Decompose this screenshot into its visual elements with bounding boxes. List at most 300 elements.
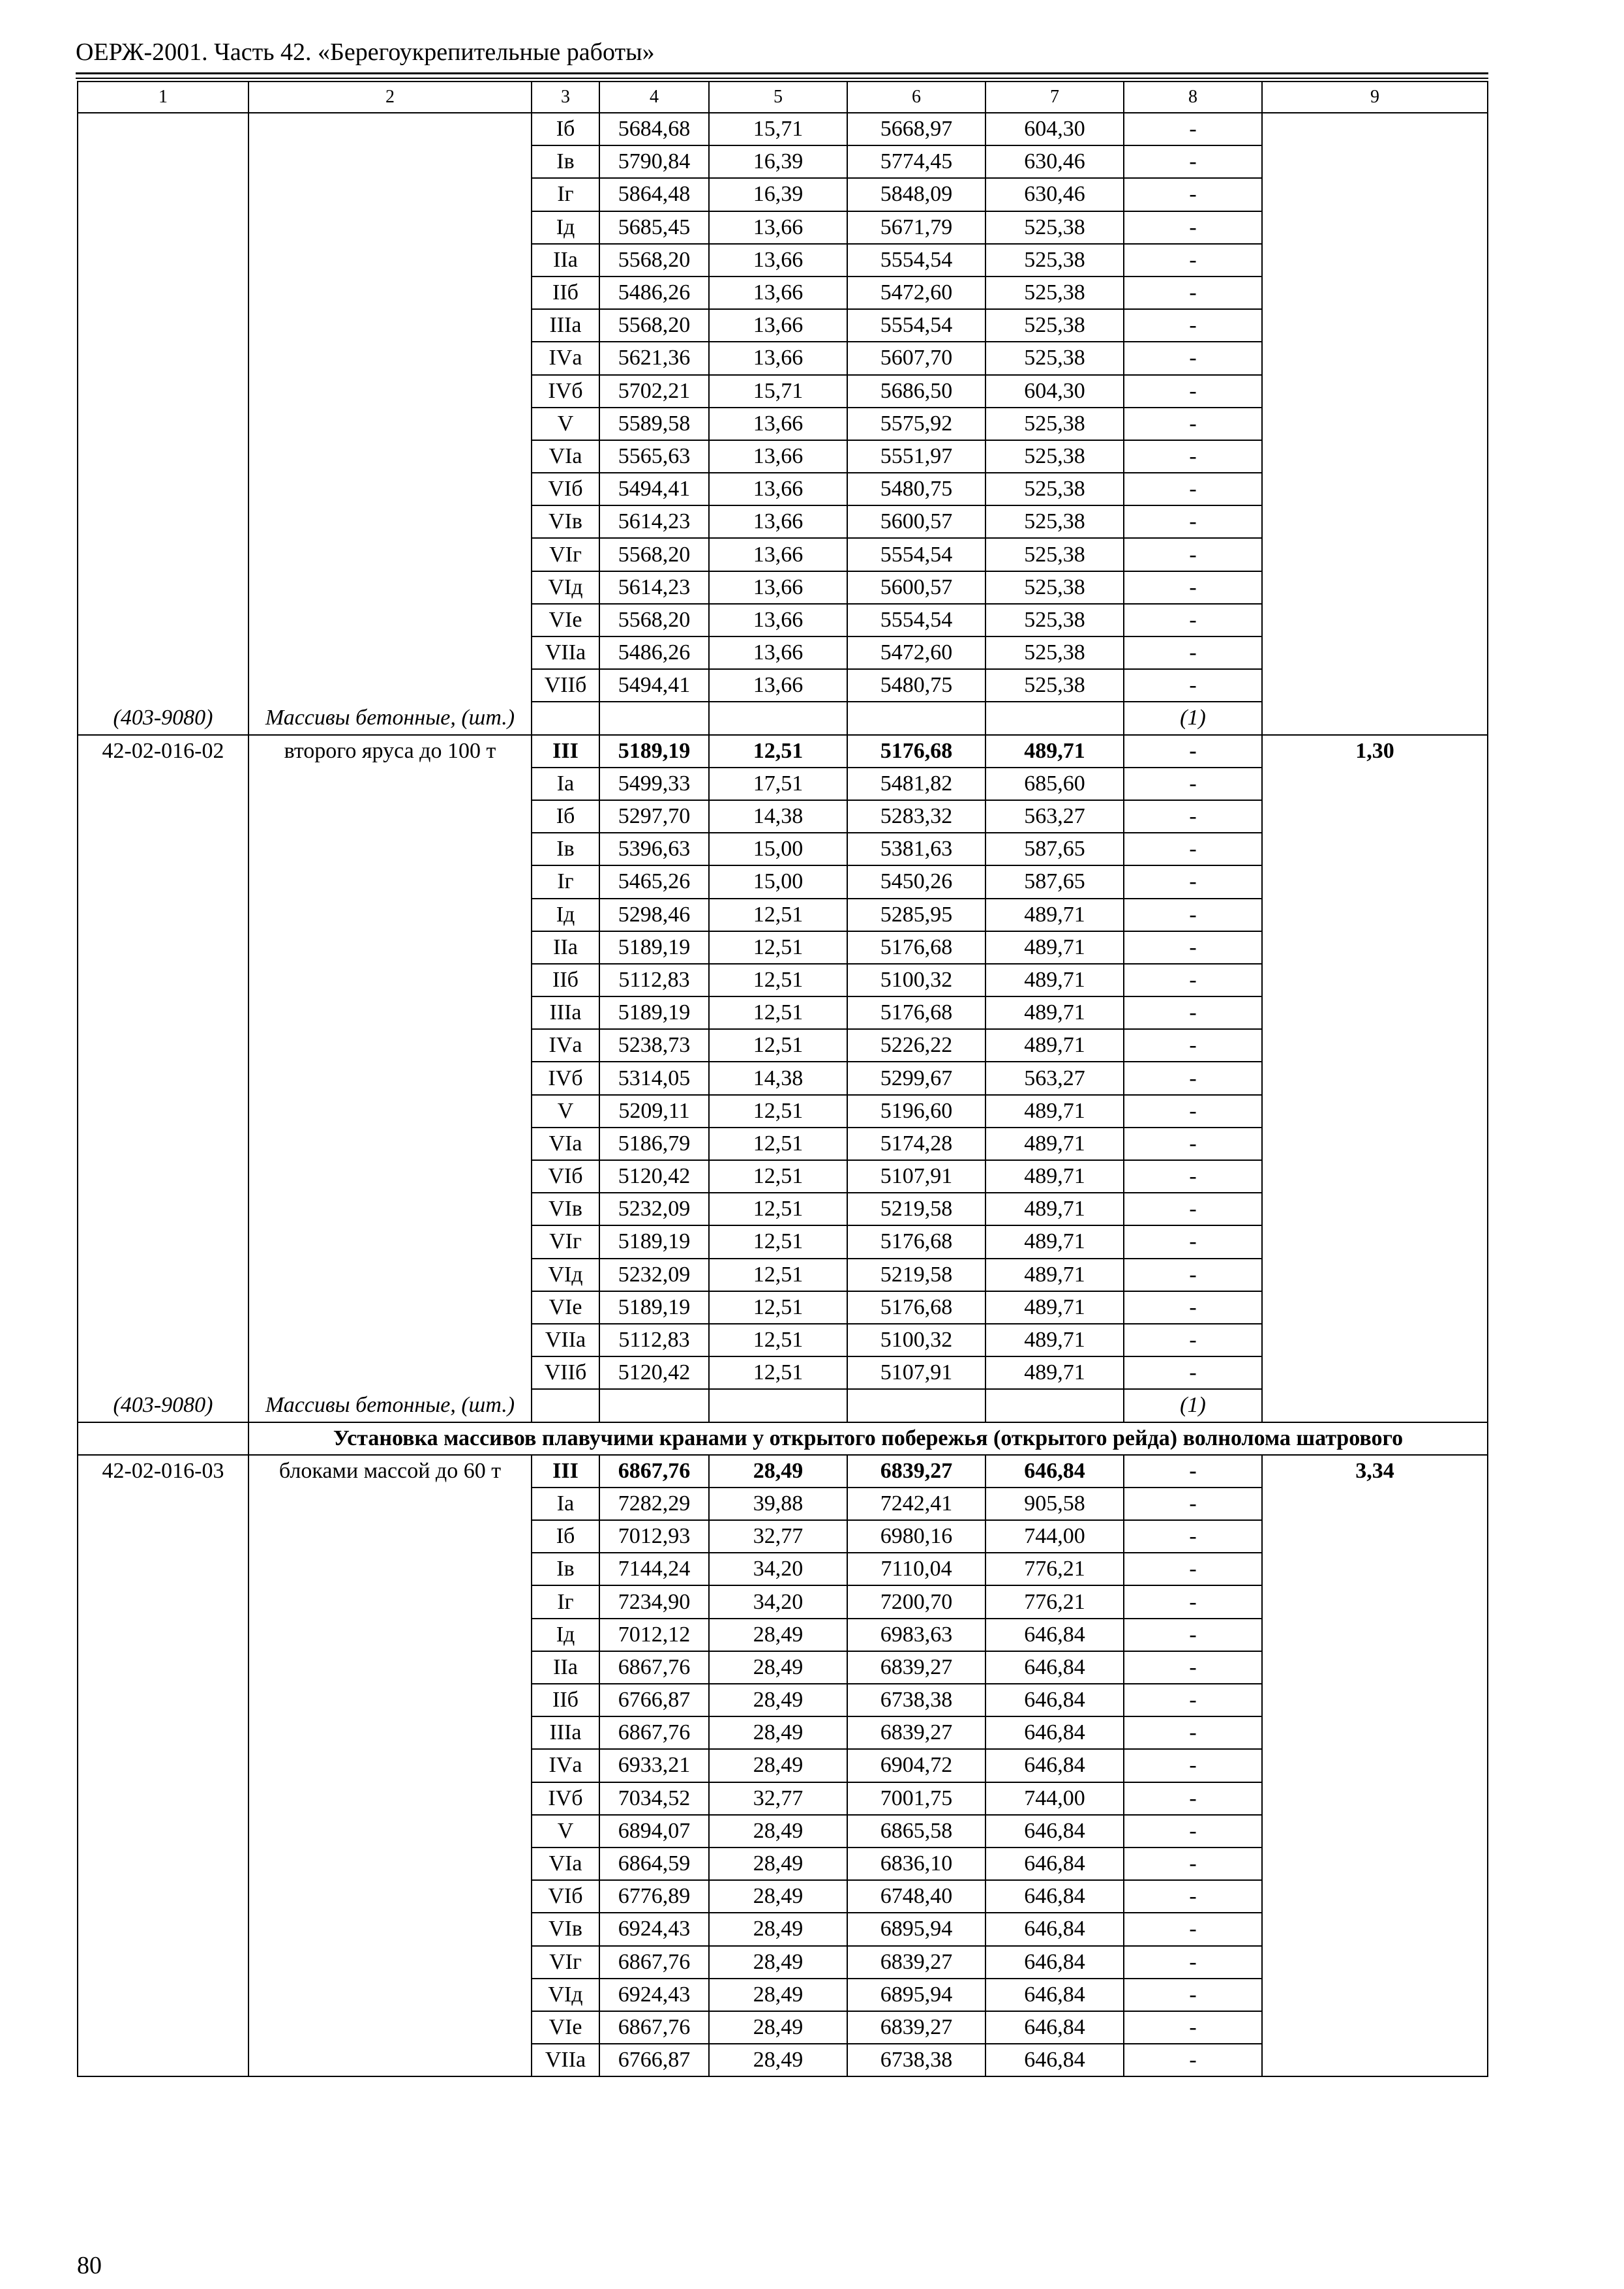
empty-cell: [847, 1389, 985, 1422]
direct-costs: 7144,24: [599, 1553, 709, 1585]
machinist-wages: -: [1124, 1160, 1262, 1193]
materials: 5774,45: [847, 145, 985, 178]
labor-wages: 646,84: [985, 1651, 1124, 1684]
machinist-wages: -: [1124, 2011, 1262, 2044]
region-zone: Iв: [532, 145, 599, 178]
direct-costs: 5120,42: [599, 1160, 709, 1193]
machinist-wages: -: [1124, 1716, 1262, 1749]
rate-name: блоками массой до 60 т: [248, 1455, 532, 1488]
machine-operation: 13,66: [709, 505, 847, 538]
resource-name: Массивы бетонные, (шт.): [248, 702, 532, 734]
empty-cell: [709, 1389, 847, 1422]
labor-wages: 646,84: [985, 1684, 1124, 1716]
empty-cell: [1262, 1324, 1488, 1356]
machine-operation: 13,66: [709, 669, 847, 702]
machine-operation: 12,51: [709, 1029, 847, 1062]
materials: 5285,95: [847, 899, 985, 931]
region-zone: VIIб: [532, 1356, 599, 1389]
direct-costs: 7234,90: [599, 1585, 709, 1618]
region-zone: VIг: [532, 1225, 599, 1258]
table-row: [78, 1815, 1488, 1848]
region-zone: Iа: [532, 1488, 599, 1520]
empty-cell: [78, 833, 248, 865]
machine-operation: 32,77: [709, 1782, 847, 1815]
labor-wages: 905,58: [985, 1488, 1124, 1520]
direct-costs: 5189,19: [599, 996, 709, 1029]
labor-wages: 646,84: [985, 1749, 1124, 1782]
machine-operation: 15,71: [709, 375, 847, 408]
header-rule: [76, 72, 1488, 74]
materials: 7242,41: [847, 1488, 985, 1520]
empty-cell: [248, 211, 532, 244]
region-zone: Iг: [532, 865, 599, 898]
machine-operation: 16,39: [709, 178, 847, 211]
machine-operation: 12,51: [709, 735, 847, 768]
machine-operation: 39,88: [709, 1488, 847, 1520]
empty-cell: [248, 113, 532, 145]
labor-wages: 646,84: [985, 1979, 1124, 2011]
machine-operation: 28,49: [709, 1946, 847, 1979]
materials: 6895,94: [847, 1979, 985, 2011]
labor-wages: 744,00: [985, 1782, 1124, 1815]
direct-costs: 5494,41: [599, 669, 709, 702]
machine-operation: 16,39: [709, 145, 847, 178]
table-row: [78, 1979, 1488, 2011]
empty-cell: [1262, 1913, 1488, 1945]
machinist-wages: -: [1124, 277, 1262, 309]
empty-cell: [1262, 375, 1488, 408]
empty-cell: [78, 244, 248, 277]
direct-costs: 5232,09: [599, 1259, 709, 1291]
machine-operation: 13,66: [709, 440, 847, 473]
machinist-wages: -: [1124, 964, 1262, 996]
table-row: [78, 408, 1488, 440]
empty-cell: [532, 1389, 599, 1422]
table-row: [78, 899, 1488, 931]
machine-operation: 13,66: [709, 342, 847, 374]
empty-cell: [248, 1324, 532, 1356]
region-zone: IIа: [532, 1651, 599, 1684]
machine-operation: 28,49: [709, 1979, 847, 2011]
empty-cell: [532, 702, 599, 734]
materials: 6738,38: [847, 1684, 985, 1716]
machinist-wages: -: [1124, 1651, 1262, 1684]
empty-cell: [248, 375, 532, 408]
empty-cell: [78, 996, 248, 1029]
empty-cell: [78, 1782, 248, 1815]
materials: 5554,54: [847, 309, 985, 342]
empty-cell: [248, 669, 532, 702]
materials: 5671,79: [847, 211, 985, 244]
column-header: 9: [1262, 82, 1488, 113]
empty-cell: [78, 375, 248, 408]
column-header: 6: [847, 82, 985, 113]
materials: 5174,28: [847, 1128, 985, 1160]
materials: 5226,22: [847, 1029, 985, 1062]
empty-cell: [1262, 964, 1488, 996]
empty-cell: [78, 342, 248, 374]
empty-cell: [248, 1553, 532, 1585]
labor-wages: 525,38: [985, 473, 1124, 505]
empty-cell: [248, 865, 532, 898]
empty-cell: [78, 571, 248, 604]
empty-cell: [248, 408, 532, 440]
empty-cell: [1262, 931, 1488, 964]
table-row: [78, 1684, 1488, 1716]
table-row: [78, 604, 1488, 636]
machinist-wages: -: [1124, 1128, 1262, 1160]
column-header: 4: [599, 82, 709, 113]
machine-operation: 28,49: [709, 1651, 847, 1684]
empty-cell: [78, 1716, 248, 1749]
machinist-wages: -: [1124, 342, 1262, 374]
table-row: [78, 2044, 1488, 2076]
direct-costs: 5298,46: [599, 899, 709, 931]
machinist-wages: -: [1124, 931, 1262, 964]
machine-operation: 28,49: [709, 1848, 847, 1880]
region-zone: Iв: [532, 1553, 599, 1585]
direct-costs: 5614,23: [599, 505, 709, 538]
region-zone: VIе: [532, 2011, 599, 2044]
empty-cell: [1262, 1979, 1488, 2011]
materials: 5107,91: [847, 1356, 985, 1389]
empty-cell: [78, 1880, 248, 1913]
region-zone: Iд: [532, 1619, 599, 1651]
region-zone: Iв: [532, 833, 599, 865]
empty-cell: [248, 604, 532, 636]
materials: 5176,68: [847, 1291, 985, 1324]
labor-wages: 525,38: [985, 440, 1124, 473]
labor-wages: 525,38: [985, 408, 1124, 440]
machinist-wages: -: [1124, 1946, 1262, 1979]
table-row: [78, 244, 1488, 277]
empty-cell: [78, 1160, 248, 1193]
region-zone: III: [532, 735, 599, 768]
direct-costs: 5112,83: [599, 1324, 709, 1356]
empty-cell: [248, 636, 532, 669]
empty-cell: [78, 636, 248, 669]
region-zone: VIе: [532, 1291, 599, 1324]
empty-cell: [78, 1684, 248, 1716]
labor-wages: 604,30: [985, 375, 1124, 408]
machine-operation: 15,71: [709, 113, 847, 145]
empty-cell: [1262, 1684, 1488, 1716]
empty-cell: [1262, 1520, 1488, 1553]
direct-costs: 6924,43: [599, 1913, 709, 1945]
table-row: [78, 1029, 1488, 1062]
empty-cell: [248, 996, 532, 1029]
table-row: [78, 865, 1488, 898]
materials: 6839,27: [847, 1716, 985, 1749]
table-row: [78, 768, 1488, 800]
machine-operation: 13,66: [709, 244, 847, 277]
direct-costs: 5189,19: [599, 1225, 709, 1258]
region-zone: VIв: [532, 1193, 599, 1225]
machine-operation: 34,20: [709, 1585, 847, 1618]
table-row: [78, 1128, 1488, 1160]
coefficient: 1,30: [1262, 735, 1488, 768]
labor-wages: 489,71: [985, 1259, 1124, 1291]
machinist-wages: -: [1124, 1062, 1262, 1094]
direct-costs: 5568,20: [599, 538, 709, 571]
machine-operation: 28,49: [709, 1749, 847, 1782]
materials: 6836,10: [847, 1848, 985, 1880]
machine-operation: 12,51: [709, 1128, 847, 1160]
machine-operation: 28,49: [709, 1815, 847, 1848]
empty-cell: [78, 1062, 248, 1094]
region-zone: VIа: [532, 1848, 599, 1880]
region-zone: IVб: [532, 1062, 599, 1094]
materials: 6980,16: [847, 1520, 985, 1553]
empty-cell: [1262, 178, 1488, 211]
labor-wages: 489,71: [985, 931, 1124, 964]
machinist-wages: -: [1124, 800, 1262, 833]
machinist-wages: -: [1124, 2044, 1262, 2076]
region-zone: VIб: [532, 473, 599, 505]
empty-cell: [1262, 1193, 1488, 1225]
region-zone: IIIа: [532, 1716, 599, 1749]
empty-cell: [1262, 1749, 1488, 1782]
empty-cell: [248, 931, 532, 964]
region-zone: VIа: [532, 1128, 599, 1160]
materials: 5472,60: [847, 277, 985, 309]
empty-cell: [1262, 1815, 1488, 1848]
empty-cell: [78, 1225, 248, 1258]
labor-wages: 489,71: [985, 996, 1124, 1029]
materials: 5668,97: [847, 113, 985, 145]
labor-wages: 525,38: [985, 342, 1124, 374]
empty-cell: [248, 538, 532, 571]
materials: 5607,70: [847, 342, 985, 374]
resource-row: [78, 1389, 1488, 1422]
empty-cell: [1262, 1128, 1488, 1160]
empty-cell: [248, 1880, 532, 1913]
table-row: [78, 1880, 1488, 1913]
direct-costs: 6894,07: [599, 1815, 709, 1848]
table-row: [78, 1193, 1488, 1225]
section-title-row: [78, 1422, 1488, 1455]
labor-wages: 489,71: [985, 964, 1124, 996]
machinist-wages: -: [1124, 1979, 1262, 2011]
table-row: [78, 309, 1488, 342]
table-row: [78, 375, 1488, 408]
labor-wages: 646,84: [985, 1913, 1124, 1945]
empty-cell: [1262, 342, 1488, 374]
empty-cell: [78, 1356, 248, 1389]
page-header: ОЕРЖ-2001. Часть 42. «Берегоукрепительные работы»: [76, 38, 655, 66]
region-zone: VIд: [532, 1259, 599, 1291]
machinist-wages: -: [1124, 669, 1262, 702]
machinist-wages: -: [1124, 1520, 1262, 1553]
labor-wages: 587,65: [985, 833, 1124, 865]
direct-costs: 5189,19: [599, 735, 709, 768]
column-header: 8: [1124, 82, 1262, 113]
machine-operation: 28,49: [709, 2011, 847, 2044]
empty-cell: [1262, 833, 1488, 865]
machinist-wages: -: [1124, 309, 1262, 342]
empty-cell: [78, 1946, 248, 1979]
labor-wages: 646,84: [985, 1946, 1124, 1979]
labor-wages: 646,84: [985, 1619, 1124, 1651]
machine-operation: 12,51: [709, 1193, 847, 1225]
empty-cell: [248, 178, 532, 211]
page-number: 80: [77, 2252, 102, 2279]
labor-wages: 489,71: [985, 1291, 1124, 1324]
header-rule-thin: [76, 78, 1488, 79]
labor-wages: 685,60: [985, 768, 1124, 800]
machinist-wages: -: [1124, 211, 1262, 244]
machine-operation: 12,51: [709, 964, 847, 996]
machinist-wages: -: [1124, 571, 1262, 604]
empty-cell: [248, 1749, 532, 1782]
machine-operation: 12,51: [709, 1356, 847, 1389]
table-row: [78, 735, 1488, 768]
resource-row: [78, 702, 1488, 734]
region-zone: VIIа: [532, 2044, 599, 2076]
empty-cell: [599, 702, 709, 734]
empty-cell: [1262, 145, 1488, 178]
machine-operation: 12,51: [709, 1225, 847, 1258]
region-zone: VIIа: [532, 1324, 599, 1356]
machine-operation: 28,49: [709, 1880, 847, 1913]
empty-cell: [78, 2044, 248, 2076]
machine-operation: 12,51: [709, 1160, 847, 1193]
machinist-wages: -: [1124, 1749, 1262, 1782]
machinist-wages: -: [1124, 375, 1262, 408]
empty-cell: [248, 1782, 532, 1815]
machine-operation: 13,66: [709, 277, 847, 309]
materials: 5176,68: [847, 1225, 985, 1258]
materials: 6983,63: [847, 1619, 985, 1651]
table-row: [78, 1520, 1488, 1553]
empty-cell: [78, 1749, 248, 1782]
machine-operation: 12,51: [709, 996, 847, 1029]
table-row: [78, 1455, 1488, 1488]
region-zone: Iг: [532, 1585, 599, 1618]
machinist-wages: -: [1124, 1356, 1262, 1389]
materials: 5283,32: [847, 800, 985, 833]
region-zone: IIб: [532, 277, 599, 309]
region-zone: Iб: [532, 800, 599, 833]
materials: 5381,63: [847, 833, 985, 865]
region-zone: VIа: [532, 440, 599, 473]
empty-cell: [1262, 277, 1488, 309]
materials: 6839,27: [847, 2011, 985, 2044]
table-row: [78, 538, 1488, 571]
empty-cell: [78, 1913, 248, 1945]
direct-costs: 5864,48: [599, 178, 709, 211]
empty-cell: [709, 702, 847, 734]
direct-costs: 5621,36: [599, 342, 709, 374]
region-zone: VIв: [532, 505, 599, 538]
table-row: [78, 440, 1488, 473]
materials: 5481,82: [847, 768, 985, 800]
region-zone: IIа: [532, 244, 599, 277]
table-row: [78, 113, 1488, 145]
empty-cell: [248, 1193, 532, 1225]
empty-cell: [1262, 604, 1488, 636]
materials: 5554,54: [847, 604, 985, 636]
labor-wages: 525,38: [985, 277, 1124, 309]
empty-cell: [1262, 1062, 1488, 1094]
machinist-wages: -: [1124, 996, 1262, 1029]
machinist-wages: -: [1124, 1815, 1262, 1848]
direct-costs: 5568,20: [599, 244, 709, 277]
empty-cell: [1262, 571, 1488, 604]
labor-wages: 489,71: [985, 735, 1124, 768]
table-row: [78, 931, 1488, 964]
empty-cell: [1262, 1356, 1488, 1389]
machine-operation: 28,49: [709, 1619, 847, 1651]
labor-wages: 525,38: [985, 505, 1124, 538]
empty-cell: [1262, 1782, 1488, 1815]
table-row: [78, 1913, 1488, 1945]
empty-cell: [248, 1913, 532, 1945]
empty-cell: [78, 178, 248, 211]
direct-costs: 6867,76: [599, 1946, 709, 1979]
direct-costs: 6867,76: [599, 1455, 709, 1488]
empty-cell: [248, 1225, 532, 1258]
region-zone: VIг: [532, 1946, 599, 1979]
empty-cell: [1262, 408, 1488, 440]
direct-costs: 5614,23: [599, 571, 709, 604]
empty-cell: [1262, 702, 1488, 734]
machinist-wages: -: [1124, 1193, 1262, 1225]
empty-cell: [78, 473, 248, 505]
resource-quantity: (1): [1124, 702, 1262, 734]
machine-operation: 34,20: [709, 1553, 847, 1585]
empty-cell: [78, 1815, 248, 1848]
materials: 5600,57: [847, 571, 985, 604]
region-zone: V: [532, 1095, 599, 1128]
labor-wages: 525,38: [985, 604, 1124, 636]
empty-cell: [985, 702, 1124, 734]
direct-costs: 5499,33: [599, 768, 709, 800]
empty-cell: [1262, 1946, 1488, 1979]
machinist-wages: -: [1124, 178, 1262, 211]
region-zone: IVа: [532, 1749, 599, 1782]
region-zone: VIIб: [532, 669, 599, 702]
empty-cell: [78, 1029, 248, 1062]
empty-cell: [78, 1422, 248, 1455]
materials: 5176,68: [847, 735, 985, 768]
direct-costs: 6867,76: [599, 2011, 709, 2044]
region-zone: IIб: [532, 964, 599, 996]
direct-costs: 5238,73: [599, 1029, 709, 1062]
labor-wages: 646,84: [985, 2044, 1124, 2076]
empty-cell: [248, 1095, 532, 1128]
labor-wages: 776,21: [985, 1553, 1124, 1585]
empty-cell: [78, 768, 248, 800]
direct-costs: 5568,20: [599, 604, 709, 636]
materials: 5100,32: [847, 964, 985, 996]
empty-cell: [248, 309, 532, 342]
empty-cell: [1262, 244, 1488, 277]
direct-costs: 7282,29: [599, 1488, 709, 1520]
table-row: [78, 1848, 1488, 1880]
labor-wages: 489,71: [985, 899, 1124, 931]
region-zone: V: [532, 408, 599, 440]
direct-costs: 5565,63: [599, 440, 709, 473]
empty-cell: [1262, 1291, 1488, 1324]
table-row: [78, 505, 1488, 538]
region-zone: IVа: [532, 342, 599, 374]
empty-cell: [248, 1716, 532, 1749]
empty-cell: [248, 1684, 532, 1716]
labor-wages: 630,46: [985, 145, 1124, 178]
materials: 5107,91: [847, 1160, 985, 1193]
empty-cell: [248, 440, 532, 473]
